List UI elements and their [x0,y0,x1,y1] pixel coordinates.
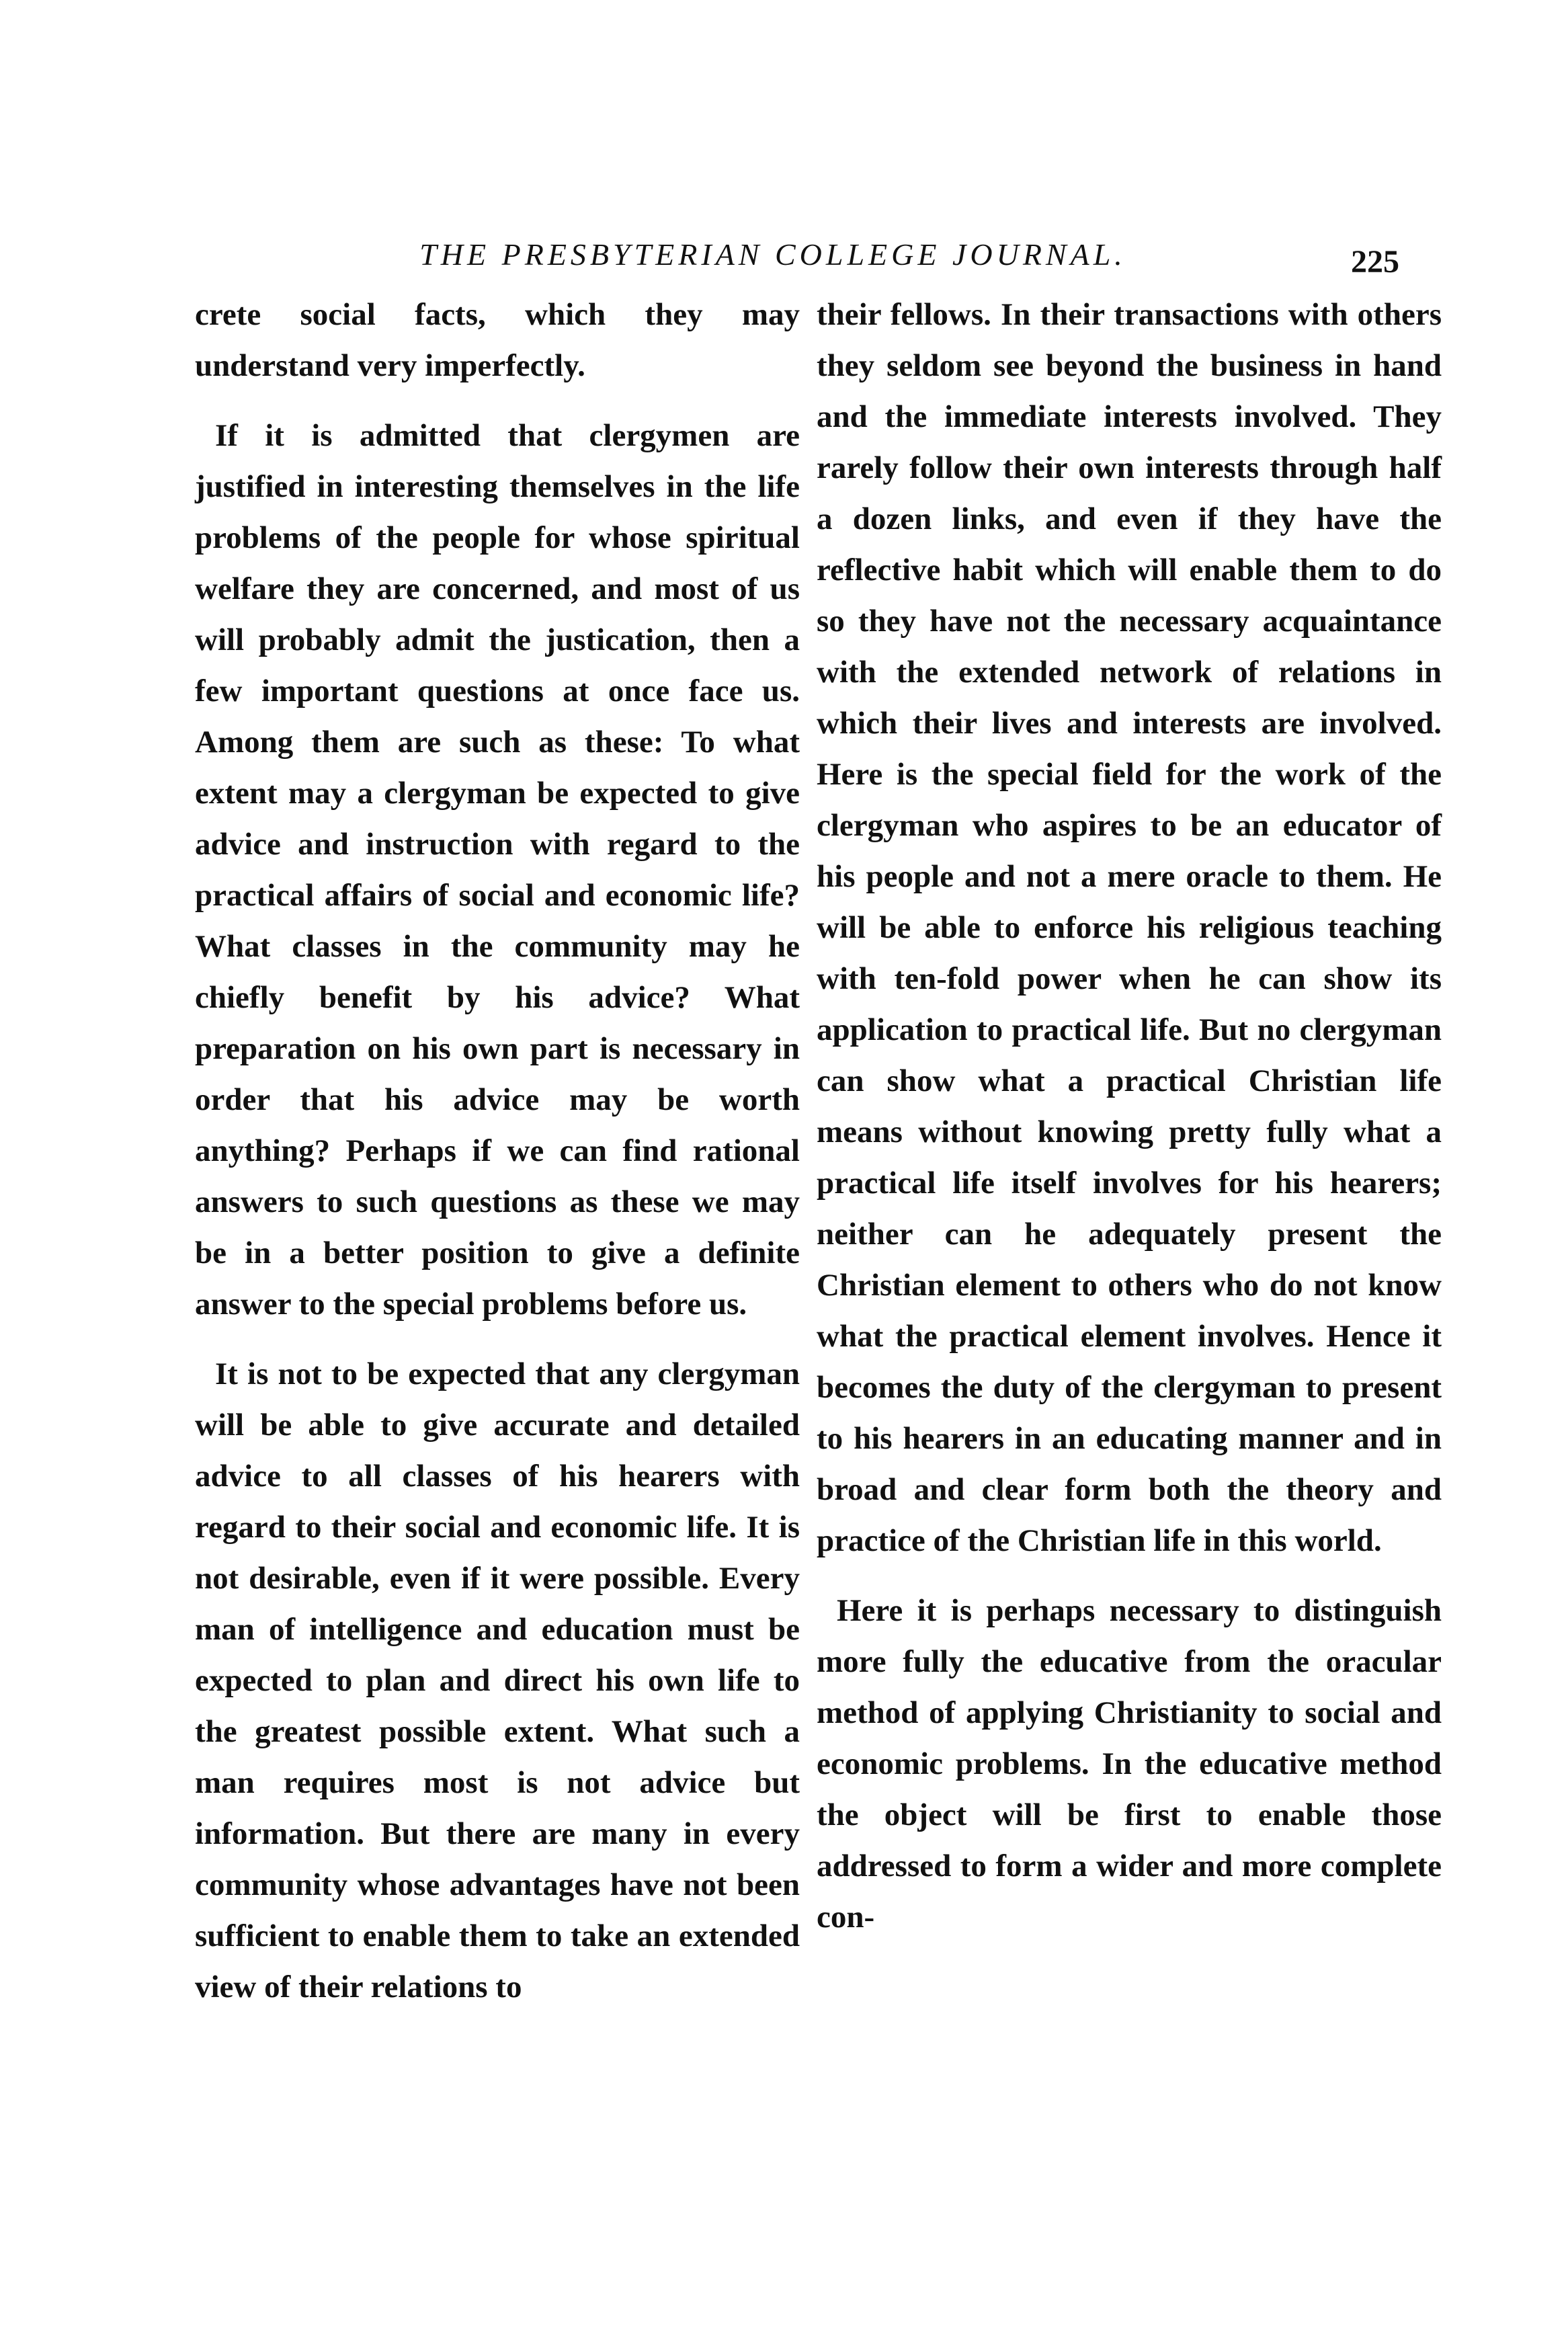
page-number: 225 [1351,244,1399,280]
running-title: THE PRESBYTERIAN COLLEGE JOURNAL. [419,237,1126,272]
left-column [195,289,800,2031]
left-paragraph-2: If it is admitted that clergymen are justified in interesting themselves in the life problems of the people for whose spiritual welfare they are concerned, and most of us will probably admit the justication, then a few important questions at once face us. Among them are such as these: To what extent may a clergyman be expected to give advice and instruction with regard to the practical affairs of social and economic life? What classes in the community may he chiefly benefit by his advice? What preparation on his own part is necessary in order that his advice may be worth anything? Perhaps if we can find rational answers to such questions as these we may be in a better position to give a definite answer to the special problems before us. [195,418,800,1322]
right-column [817,289,1442,1961]
right-paragraph-1: their fellows. In their transactions with others they seldom see beyond the business in hand and the immediate interests involved. They rarely follow their own interests through half a dozen links, and even if they have the reflective habit which will enable them to do so they have not the necessary acquaintance with the extended network of relations in which their lives and interests are involved. Here is the special field for the work of the clergyman who aspires to be an educator of his people and not a mere oracle to them. He will be able to enforce his religious teaching with ten-fold power when he can show its application to practical life. But no clergyman can show what a practical Christian life means without knowing pretty fully what a practical life itself involves for his hearers; neither can he adequately present the Christian element to others who do not know what the practical element involves. Hence it becomes the duty of the clergyman to present to his hearers in an educating manner and in broad and clear form both the theory and practice of the Christian life in this world. [817,297,1442,1558]
right-paragraph-2: Here it is perhaps necessary to distinguish more fully the educative from the oracular method of applying Christianity to social and economic problems. In the educative method the object will be first to enable those addressed to form a wider and more complete con- [817,1593,1442,1935]
left-paragraph-1: crete social facts, which they may understand very imperfectly. [195,297,800,383]
left-paragraph-3: It is not to be expected that any clergyman will be able to give accurate and detailed advice to all classes of his hearers with regard to their social and economic life. It is not desirable, even if it were possible. Every man of intelligence and education must be expected to plan and direct his own life to the greatest possible extent. What such a man requires most is not advice but information. But there are many in every community whose advantages have not been sufficient to enable them to take an extended view of their relations to [195,1356,800,2004]
